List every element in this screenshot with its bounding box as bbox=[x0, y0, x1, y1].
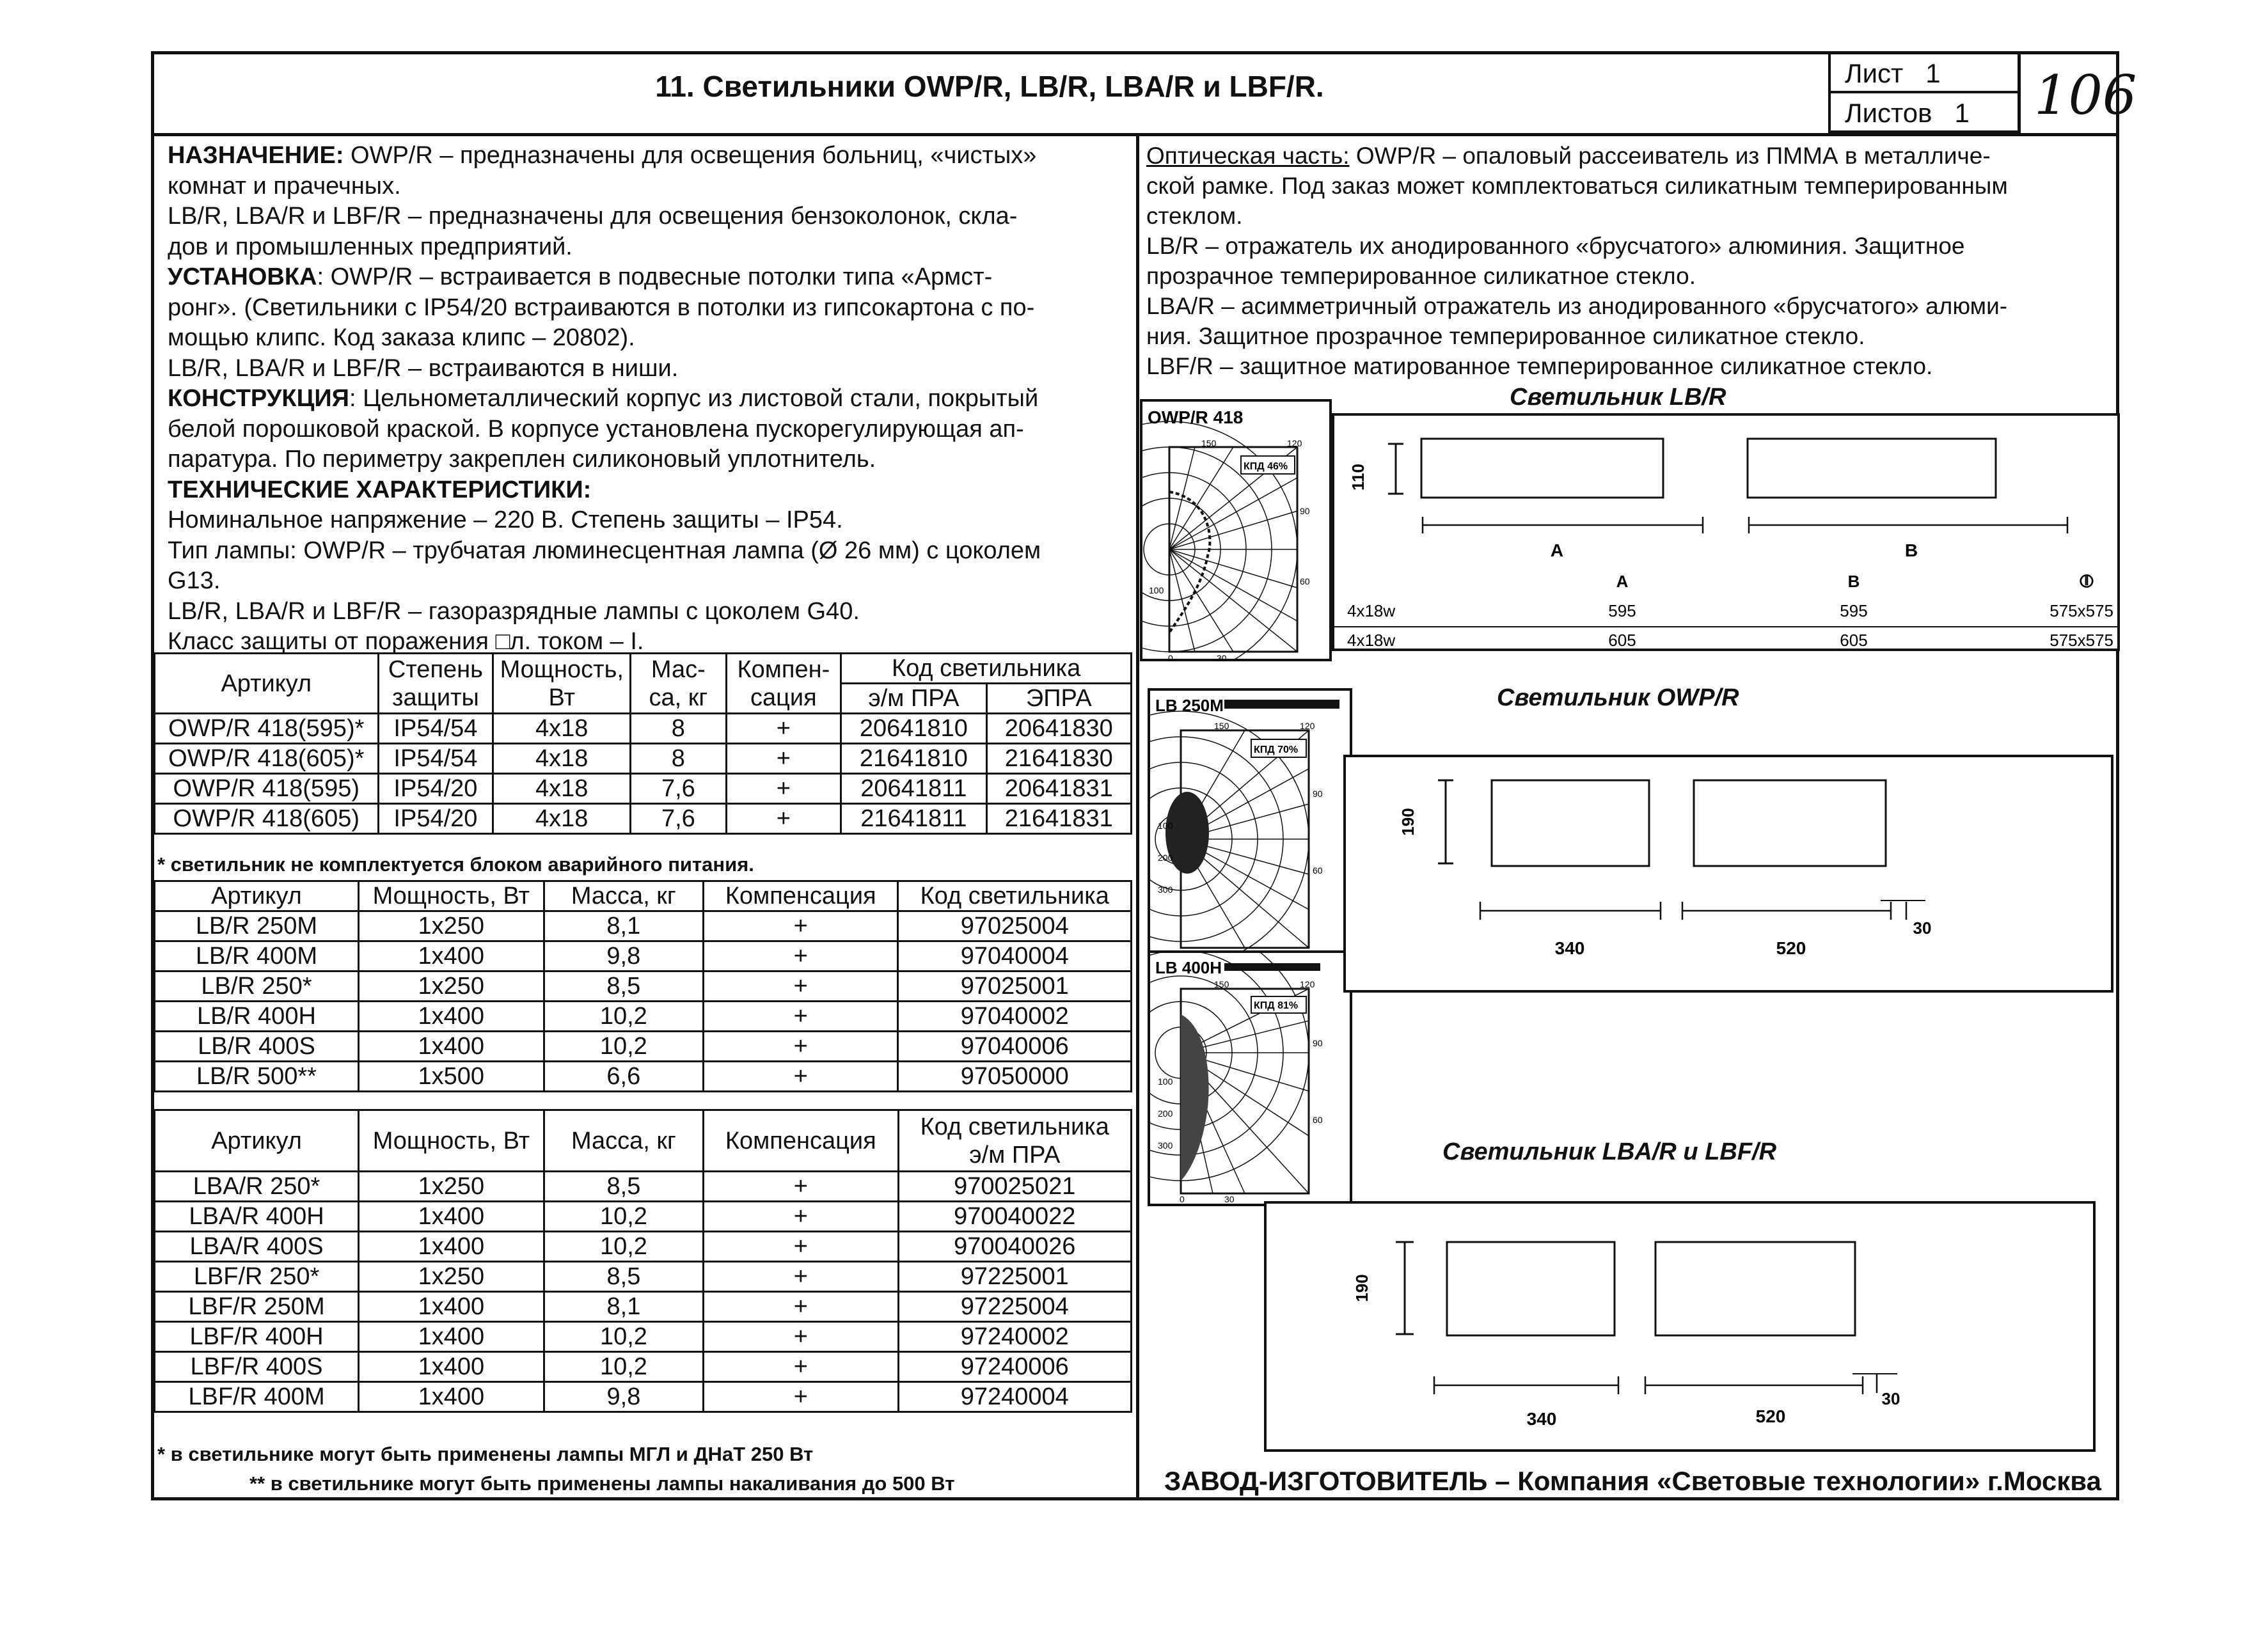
svg-text:575x575: 575x575 bbox=[2050, 601, 2113, 620]
table-cell: 4x18 bbox=[493, 744, 631, 774]
efficiency-label: КПД 46% bbox=[1244, 461, 1288, 472]
footnote-1: * в светильнике могут быть применены лампы МГЛ и ДНаТ 250 Вт bbox=[157, 1443, 814, 1465]
text-line: стеклом. bbox=[1146, 203, 1243, 229]
table-cell: 1x250 bbox=[359, 1172, 544, 1202]
table-cell: OWP/R 418(595) bbox=[155, 774, 379, 804]
table-cell: 20641810 bbox=[841, 714, 986, 744]
sheet-box bbox=[1828, 51, 2020, 93]
height-label: 190 bbox=[1352, 1274, 1371, 1302]
svg-text:300: 300 bbox=[1158, 885, 1173, 895]
table-cell: 1x400 bbox=[359, 1382, 544, 1412]
col-header: Компенсация bbox=[703, 881, 897, 911]
sheets-value: 1 bbox=[1954, 98, 1970, 128]
table-cell: 7,6 bbox=[631, 804, 726, 834]
table-cell: 10,2 bbox=[544, 1322, 703, 1352]
column-divider bbox=[1136, 133, 1139, 1500]
table-cell: IP54/20 bbox=[378, 804, 493, 834]
col-header: Степень защиты bbox=[378, 654, 493, 714]
table-cell: 97225001 bbox=[898, 1262, 1131, 1292]
manufacturer-footer: ЗАВОД-ИЗГОТОВИТЕЛЬ – Компания «Световые технологии» г.Москва bbox=[1164, 1466, 2101, 1496]
table-cell: 7,6 bbox=[631, 774, 726, 804]
table-cell: + bbox=[703, 1002, 897, 1032]
table-cell: 97050000 bbox=[898, 1062, 1132, 1092]
lbr-title: Светильник LB/R bbox=[1510, 384, 1726, 411]
text-line: мощью клипс. Код заказа клипс – 20802). bbox=[168, 324, 635, 351]
polar-title: OWP/R 418 bbox=[1148, 407, 1244, 427]
table-cell: 21641811 bbox=[841, 804, 986, 834]
table-cell: LBF/R 250M bbox=[155, 1292, 359, 1322]
table-cell: LB/R 250* bbox=[155, 972, 359, 1002]
svg-text:90: 90 bbox=[1313, 789, 1323, 799]
sheets-label: Листов bbox=[1845, 98, 1932, 128]
table-cell: + bbox=[703, 972, 897, 1002]
table-cell: 970040022 bbox=[898, 1202, 1131, 1232]
table-cell: LBF/R 400S bbox=[155, 1352, 359, 1382]
table-cell: + bbox=[704, 1202, 898, 1232]
sheets-box bbox=[1828, 91, 2020, 133]
table-cell: 8 bbox=[631, 714, 726, 744]
svg-text:B: B bbox=[1847, 572, 1860, 591]
table-cell: + bbox=[726, 774, 841, 804]
efficiency-label: КПД 81% bbox=[1254, 1000, 1299, 1011]
polar-diagram-lb400h bbox=[1148, 950, 1352, 1206]
svg-text:150: 150 bbox=[1201, 438, 1217, 448]
table-cell: LBF/R 250* bbox=[155, 1262, 359, 1292]
svg-text:595: 595 bbox=[1840, 601, 1868, 620]
col-header: Мощность, Вт bbox=[358, 881, 544, 911]
svg-text:0: 0 bbox=[1168, 653, 1173, 661]
table-cell: 21641830 bbox=[986, 744, 1131, 774]
text-line: LB/R, LBA/R и LBF/R – газоразрядные лампы с цоколем G40. bbox=[168, 597, 860, 625]
table-cell: 8,5 bbox=[544, 972, 703, 1002]
text-line: Тип лампы: OWP/R – трубчатая люминесцентная лампа (Ø 26 мм) с цоколем bbox=[168, 537, 1041, 564]
svg-text:100: 100 bbox=[1149, 585, 1164, 595]
lbaf-title: Светильник LBA/R и LBF/R bbox=[1442, 1138, 1777, 1165]
col-header: Артикул bbox=[155, 654, 379, 714]
width-label-1: 340 bbox=[1526, 1409, 1557, 1429]
table-row bbox=[155, 1232, 1132, 1262]
handwritten-number: 106 bbox=[2034, 64, 2137, 127]
svg-text:120: 120 bbox=[1300, 721, 1315, 731]
svg-text:605: 605 bbox=[1608, 631, 1636, 650]
table-cell: IP54/54 bbox=[378, 714, 493, 744]
table-row bbox=[155, 714, 1132, 744]
table-row bbox=[155, 1032, 1132, 1062]
diagram-border bbox=[1345, 756, 2112, 991]
svg-text:300: 300 bbox=[1158, 1140, 1173, 1151]
text-line: LB/R – отражатель их анодированного «брусчатого» алюминия. Защитное bbox=[1146, 233, 1965, 259]
svg-text:100: 100 bbox=[1158, 1076, 1173, 1087]
table-cell: + bbox=[704, 1382, 898, 1412]
table-cell: 8,1 bbox=[544, 911, 703, 941]
table-row bbox=[155, 972, 1132, 1002]
header-divider bbox=[151, 133, 2119, 136]
text-line: НАЗНАЧЕНИЕ: OWP/R – предназначены для освещения больниц, «чистых» bbox=[168, 142, 1037, 169]
polar-title: LB 400H bbox=[1155, 958, 1222, 977]
table-cell: LB/R 400S bbox=[155, 1032, 359, 1062]
table-cell: LBA/R 400H bbox=[155, 1202, 359, 1232]
svg-text:605: 605 bbox=[1840, 631, 1868, 650]
table-cell: OWP/R 418(605)* bbox=[155, 744, 379, 774]
svg-text:4x18w: 4x18w bbox=[1347, 601, 1396, 620]
table-cell: 97240004 bbox=[898, 1382, 1131, 1412]
table-row bbox=[155, 1352, 1132, 1382]
table-cell: + bbox=[704, 1292, 898, 1322]
sheet-divider bbox=[2018, 51, 2021, 133]
table-cell: 1x250 bbox=[358, 911, 544, 941]
svg-text:595: 595 bbox=[1608, 601, 1636, 620]
diagram-border bbox=[1333, 414, 2119, 650]
table-cell: 1x250 bbox=[358, 972, 544, 1002]
efficiency-label: КПД 70% bbox=[1254, 744, 1299, 755]
table-cell: 10,2 bbox=[544, 1002, 703, 1032]
table-cell: 20641831 bbox=[986, 774, 1131, 804]
table-cell: + bbox=[704, 1172, 898, 1202]
table-cell: LBA/R 400S bbox=[155, 1232, 359, 1262]
text-line: Класс защиты от поражения □л. током – I. bbox=[168, 628, 644, 655]
table-owpr bbox=[154, 652, 1132, 835]
table-cell: + bbox=[703, 1032, 897, 1062]
table-cell: 6,6 bbox=[544, 1062, 703, 1092]
table-lbr bbox=[154, 880, 1132, 1092]
col-header: Код светильника bbox=[898, 881, 1132, 911]
table-cell: LBF/R 400M bbox=[155, 1382, 359, 1412]
width-label-2: 520 bbox=[1755, 1406, 1786, 1426]
col-header: Масса, кг bbox=[544, 1110, 703, 1172]
col-header: Артикул bbox=[155, 1110, 359, 1172]
text-line: УСТАНОВКА: OWP/R – встраивается в подвесные потолки типа «Армст- bbox=[168, 264, 993, 290]
height-label: 110 bbox=[1348, 464, 1368, 491]
table-row bbox=[155, 1322, 1132, 1352]
table-row bbox=[155, 774, 1132, 804]
text-line: Оптическая часть: OWP/R – опаловый рассеиватель из ПММА в металличе- bbox=[1146, 143, 1991, 169]
table-cell: LB/R 400H bbox=[155, 1002, 359, 1032]
table-cell: 97240006 bbox=[898, 1352, 1131, 1382]
table-cell: + bbox=[704, 1262, 898, 1292]
table-cell: 8 bbox=[631, 744, 726, 774]
table-cell: 1x400 bbox=[359, 1202, 544, 1232]
cutout-icon: ⦷ bbox=[2079, 571, 2094, 591]
right-description bbox=[1146, 141, 2008, 381]
dim-a-label: A bbox=[1550, 540, 1564, 560]
col-header: Компенсация bbox=[704, 1110, 898, 1172]
table-cell: OWP/R 418(595)* bbox=[155, 714, 379, 744]
table-cell: + bbox=[703, 1062, 897, 1092]
svg-text:200: 200 bbox=[1158, 853, 1173, 863]
svg-text:100: 100 bbox=[1158, 821, 1173, 831]
table-cell: + bbox=[704, 1322, 898, 1352]
svg-text:150: 150 bbox=[1214, 721, 1229, 731]
svg-text:120: 120 bbox=[1300, 979, 1315, 989]
col-header: Мас- са, кг bbox=[631, 654, 726, 714]
table-cell: + bbox=[726, 744, 841, 774]
table-cell: 9,8 bbox=[544, 941, 703, 972]
table-cell: LB/R 250M bbox=[155, 911, 359, 941]
text-line: КОНСТРУКЦИЯ: Цельнометаллический корпус из листовой стали, покрытый bbox=[168, 385, 1039, 412]
polar-diagram-owpr418 bbox=[1140, 399, 1332, 661]
table-cell: LBA/R 250* bbox=[155, 1172, 359, 1202]
table-cell: 97025001 bbox=[898, 972, 1132, 1002]
table-cell: + bbox=[726, 714, 841, 744]
table-cell: 8,5 bbox=[544, 1262, 703, 1292]
table-cell: 1x400 bbox=[359, 1292, 544, 1322]
table-cell: 10,2 bbox=[544, 1202, 703, 1232]
table-row bbox=[155, 911, 1132, 941]
col-subheader: э/м ПРА bbox=[841, 684, 986, 714]
text-line: ской рамке. Под заказ может комплектоваться силикатным темперированным bbox=[1146, 173, 2008, 199]
table-cell: 1x400 bbox=[359, 1352, 544, 1382]
table-cell: + bbox=[726, 804, 841, 834]
table-cell: LB/R 500** bbox=[155, 1062, 359, 1092]
svg-text:60: 60 bbox=[1313, 1115, 1323, 1125]
table-cell: 97225004 bbox=[898, 1292, 1131, 1322]
table-cell: 8,5 bbox=[544, 1172, 703, 1202]
table-cell: 1x400 bbox=[359, 1232, 544, 1262]
table-row bbox=[155, 1292, 1132, 1322]
text-line: ТЕХНИЧЕСКИЕ ХАРАКТЕРИСТИКИ: bbox=[168, 476, 592, 503]
table-cell: 97240002 bbox=[898, 1322, 1131, 1352]
text-line: G13. bbox=[168, 567, 221, 594]
table-row bbox=[155, 1172, 1132, 1202]
table-row bbox=[155, 744, 1132, 774]
height-label: 190 bbox=[1398, 808, 1418, 836]
col-header: Код светильника э/м ПРА bbox=[898, 1110, 1131, 1172]
sheet-label: Лист bbox=[1845, 58, 1904, 88]
table-cell: + bbox=[703, 941, 897, 972]
col-header: Компен- сация bbox=[726, 654, 841, 714]
table-cell: 4x18 bbox=[493, 774, 631, 804]
svg-text:90: 90 bbox=[1300, 506, 1310, 516]
table-cell: 970040026 bbox=[898, 1232, 1131, 1262]
table-cell: + bbox=[704, 1232, 898, 1262]
table-lbaf bbox=[154, 1109, 1132, 1413]
table-cell: LBF/R 400H bbox=[155, 1322, 359, 1352]
sheet-value: 1 bbox=[1925, 58, 1941, 88]
owpr-dimension-drawing bbox=[1343, 755, 2113, 993]
gap-label: 30 bbox=[1913, 918, 1932, 938]
text-line: прозрачное темперированное силикатное стекло. bbox=[1146, 263, 1696, 289]
table-cell: 10,2 bbox=[544, 1232, 703, 1262]
svg-text:4x18w: 4x18w bbox=[1347, 631, 1396, 650]
col-header: Мощность, Вт bbox=[493, 654, 631, 714]
table-row bbox=[155, 1062, 1132, 1092]
col-header: Артикул bbox=[155, 881, 359, 911]
table-header-row bbox=[155, 881, 1132, 911]
svg-text:60: 60 bbox=[1313, 865, 1323, 876]
table-cell: + bbox=[704, 1352, 898, 1382]
table-cell: 20641830 bbox=[986, 714, 1131, 744]
table-cell: IP54/20 bbox=[378, 774, 493, 804]
text-line: ния. Защитное прозрачное темперированное силикатное стекло. bbox=[1146, 323, 1865, 349]
svg-text:90: 90 bbox=[1313, 1038, 1323, 1048]
width-label-1: 340 bbox=[1554, 938, 1585, 958]
svg-text:30: 30 bbox=[1224, 1194, 1235, 1204]
svg-text:A: A bbox=[1616, 572, 1629, 591]
table-cell: 4x18 bbox=[493, 804, 631, 834]
polar-diagram-lb250m bbox=[1148, 688, 1352, 961]
svg-text:30: 30 bbox=[1217, 653, 1227, 661]
table-cell: 8,1 bbox=[544, 1292, 703, 1322]
svg-text:575x575: 575x575 bbox=[2050, 631, 2113, 650]
table-row bbox=[155, 804, 1132, 834]
owpr-title: Светильник OWP/R bbox=[1497, 684, 1739, 711]
table-row bbox=[155, 941, 1132, 972]
table-cell: 1x250 bbox=[359, 1262, 544, 1292]
text-line: LB/R, LBA/R и LBF/R – предназначены для освещения бензоколонок, скла- bbox=[168, 203, 1018, 230]
table-cell: 1x400 bbox=[358, 941, 544, 972]
table-cell: 20641811 bbox=[841, 774, 986, 804]
table-cell: 97040004 bbox=[898, 941, 1132, 972]
text-line: ронг». (Светильники с IP54/20 встраиваются в потолки из гипсокартона с по- bbox=[168, 294, 1035, 321]
col-header: Мощность, Вт bbox=[359, 1110, 544, 1172]
table-cell: 10,2 bbox=[544, 1032, 703, 1062]
table-row bbox=[155, 1262, 1132, 1292]
table-row bbox=[155, 1202, 1132, 1232]
table-cell: 97025004 bbox=[898, 911, 1132, 941]
col-header: Масса, кг bbox=[544, 881, 703, 911]
col-subheader: ЭПРА bbox=[986, 684, 1131, 714]
polar-title: LB 250M bbox=[1155, 696, 1224, 715]
table-cell: 1x400 bbox=[359, 1322, 544, 1352]
table-cell: 97040006 bbox=[898, 1032, 1132, 1062]
table-cell: 1x400 bbox=[358, 1032, 544, 1062]
text-line: белой порошковой краской. В корпусе установлена пускорегулирующая ап- bbox=[168, 415, 1024, 443]
table1-note: * светильник не комплектуется блоком аварийного питания. bbox=[157, 853, 754, 876]
svg-text:0: 0 bbox=[1180, 1194, 1185, 1204]
table-cell: 10,2 bbox=[544, 1352, 703, 1382]
dim-b-label: B bbox=[1904, 540, 1918, 560]
lbaf-dimension-drawing bbox=[1264, 1201, 2096, 1452]
table-cell: 97040002 bbox=[898, 1002, 1132, 1032]
gap-label: 30 bbox=[1881, 1389, 1900, 1408]
text-line: комнат и прачечных. bbox=[168, 172, 401, 200]
table-cell: 1x500 bbox=[358, 1062, 544, 1092]
svg-text:120: 120 bbox=[1287, 438, 1302, 448]
lbr-dimension-drawing bbox=[1332, 413, 2120, 651]
table-cell: OWP/R 418(605) bbox=[155, 804, 379, 834]
page-title: 11. Светильники OWP/R, LB/R, LBA/R и LBF/R. bbox=[655, 70, 1324, 103]
table-cell: + bbox=[703, 911, 897, 941]
text-line: дов и промышленных предприятий. bbox=[168, 233, 573, 260]
table-cell: 9,8 bbox=[544, 1382, 703, 1412]
svg-text:150: 150 bbox=[1214, 979, 1229, 989]
footnote-2: ** в светильнике могут быть применены лампы накаливания до 500 Вт bbox=[249, 1472, 955, 1495]
table-cell: 21641831 bbox=[986, 804, 1131, 834]
table-header-row bbox=[155, 654, 1132, 684]
left-description bbox=[168, 141, 1041, 657]
table-cell: 1x400 bbox=[358, 1002, 544, 1032]
table-row bbox=[155, 1382, 1132, 1412]
text-line: LB/R, LBA/R и LBF/R – встраиваются в ниши. bbox=[168, 354, 679, 382]
table-cell: 970025021 bbox=[898, 1172, 1131, 1202]
table-header-row bbox=[155, 1110, 1132, 1172]
col-header: Код светильника bbox=[841, 654, 1132, 684]
text-line: паратура. По периметру закреплен силиконовый уплотнитель. bbox=[168, 446, 876, 473]
table-row bbox=[155, 1002, 1132, 1032]
diagram-border bbox=[1265, 1202, 2094, 1451]
table-cell: LB/R 400M bbox=[155, 941, 359, 972]
text-line: LBA/R – асимметричный отражатель из анодированного «брусчатого» алюми- bbox=[1146, 293, 2008, 319]
width-label-2: 520 bbox=[1776, 938, 1806, 958]
svg-text:200: 200 bbox=[1158, 1108, 1173, 1119]
text-line: LBF/R – защитное матированное темперированное силикатное стекло. bbox=[1146, 353, 1933, 379]
table-cell: 21641810 bbox=[841, 744, 986, 774]
text-line: Номинальное напряжение – 220 В. Степень защиты – IP54. bbox=[168, 507, 843, 533]
svg-text:60: 60 bbox=[1300, 576, 1310, 586]
table-cell: IP54/54 bbox=[378, 744, 493, 774]
table-cell: 4x18 bbox=[493, 714, 631, 744]
